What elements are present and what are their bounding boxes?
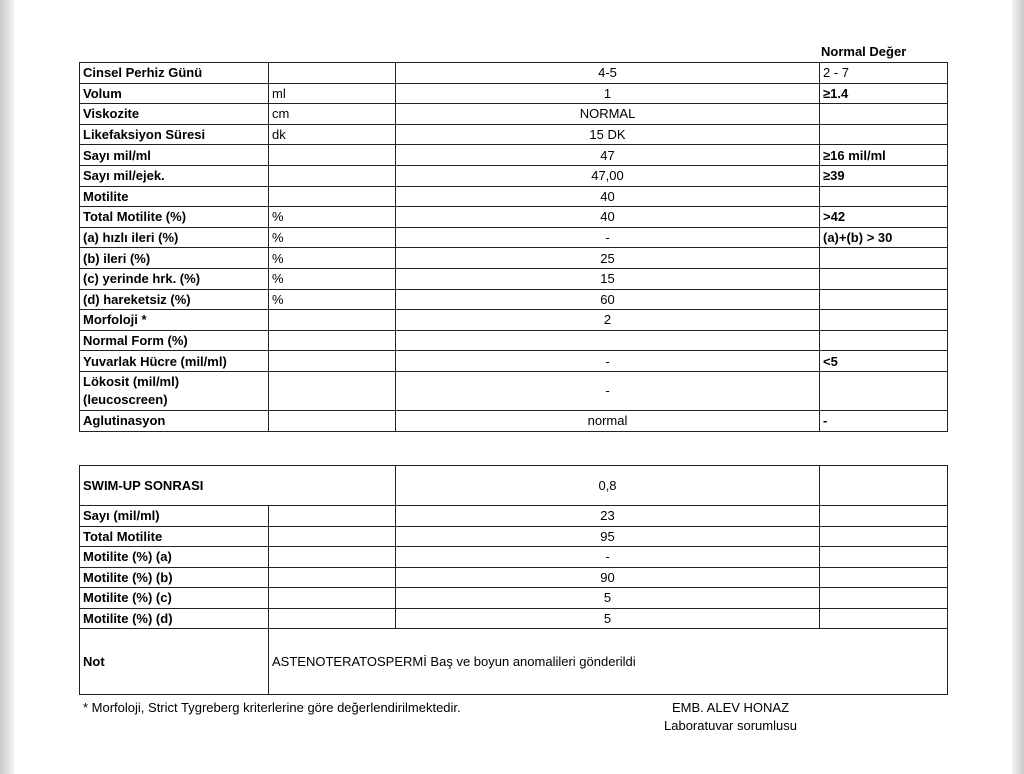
- result-value: -: [396, 371, 820, 410]
- swim-up-value: 95: [396, 526, 820, 547]
- result-row: [80, 63, 948, 84]
- result-normal-value: [820, 104, 948, 125]
- result-normal-value: [820, 248, 948, 269]
- swim-up-value: 23: [396, 506, 820, 527]
- note-row: [80, 629, 948, 695]
- result-row: [80, 165, 948, 186]
- result-unit: [269, 145, 396, 166]
- result-value: 1: [396, 83, 820, 104]
- page-edge-left: [0, 0, 14, 774]
- swim-up-unit: [269, 608, 396, 629]
- swim-up-label: Total Motilite: [80, 526, 269, 547]
- result-value: 15 DK: [396, 124, 820, 145]
- swim-up-row: [80, 608, 948, 629]
- result-normal-value: [820, 124, 948, 145]
- swim-up-unit: [269, 588, 396, 609]
- result-unit: [269, 410, 396, 431]
- result-row: [80, 351, 948, 372]
- result-row: [80, 145, 948, 166]
- result-label: [80, 371, 269, 410]
- swim-up-value: 5: [396, 588, 820, 609]
- result-normal-value: ≥1.4: [820, 83, 948, 104]
- result-row: [80, 310, 948, 331]
- semen-analysis-table: [79, 62, 948, 432]
- swim-up-title: SWIM-UP SONRASI: [80, 466, 396, 506]
- result-row: [80, 104, 948, 125]
- result-normal-value: [820, 310, 948, 331]
- result-normal-value: (a)+(b) > 30: [820, 227, 948, 248]
- result-row: [80, 186, 948, 207]
- result-value: 2: [396, 310, 820, 331]
- swim-up-value: -: [396, 547, 820, 568]
- signer-role: Laboratuvar sorumlusu: [664, 718, 797, 733]
- swim-up-row: [80, 547, 948, 568]
- result-value: 25: [396, 248, 820, 269]
- result-row: [80, 410, 948, 431]
- result-unit: [269, 351, 396, 372]
- page-edge-right: [1012, 0, 1024, 774]
- result-row: [80, 227, 948, 248]
- result-unit: %: [269, 227, 396, 248]
- result-unit: %: [269, 207, 396, 228]
- swim-up-label: Motilite (%) (c): [80, 588, 269, 609]
- result-unit: [269, 186, 396, 207]
- result-value: 15: [396, 268, 820, 289]
- swim-up-normal: [820, 608, 948, 629]
- result-label: (d) hareketsiz (%): [80, 289, 269, 310]
- result-label: Morfoloji *: [80, 310, 269, 331]
- result-unit: cm: [269, 104, 396, 125]
- morphology-footnote: * Morfoloji, Strict Tygreberg kriterlerine göre değerlendirilmektedir.: [83, 700, 461, 715]
- result-row: [80, 330, 948, 351]
- result-label: Total Motilite (%): [80, 207, 269, 228]
- swim-up-label: Motilite (%) (b): [80, 567, 269, 588]
- signer-name: EMB. ALEV HONAZ: [672, 700, 790, 715]
- note-label: Not: [80, 629, 269, 695]
- result-unit: [269, 330, 396, 351]
- swim-up-normal: [820, 547, 948, 568]
- result-label: Viskozite: [80, 104, 269, 125]
- result-label: Volum: [80, 83, 269, 104]
- result-value: NORMAL: [396, 104, 820, 125]
- swim-up-row: [80, 506, 948, 527]
- swim-up-unit: [269, 526, 396, 547]
- result-label: Likefaksiyon Süresi: [80, 124, 269, 145]
- result-unit: [269, 310, 396, 331]
- result-value: 60: [396, 289, 820, 310]
- result-row: [80, 83, 948, 104]
- swim-up-normal: [820, 506, 948, 527]
- normal-value-header: Normal Değer: [821, 44, 907, 59]
- result-unit: %: [269, 268, 396, 289]
- note-table: [79, 628, 948, 695]
- swim-up-unit: [269, 567, 396, 588]
- result-unit: dk: [269, 124, 396, 145]
- swim-up-label: Motilite (%) (a): [80, 547, 269, 568]
- result-normal-value: [820, 330, 948, 351]
- swim-up-row: [80, 588, 948, 609]
- result-label-line1: Lökosit (mil/ml): [83, 373, 180, 389]
- result-row: [80, 268, 948, 289]
- swim-up-normal: [820, 526, 948, 547]
- result-label: (a) hızlı ileri (%): [80, 227, 269, 248]
- swim-up-title-normal: [820, 466, 948, 506]
- swim-up-table: [79, 465, 948, 629]
- result-row: [80, 124, 948, 145]
- result-unit: ml: [269, 83, 396, 104]
- swim-up-unit: [269, 547, 396, 568]
- result-label: Motilite: [80, 186, 269, 207]
- result-value: normal: [396, 410, 820, 431]
- result-value: -: [396, 351, 820, 372]
- result-label: (c) yerinde hrk. (%): [80, 268, 269, 289]
- result-value: 4-5: [396, 63, 820, 84]
- result-normal-value: [820, 371, 948, 410]
- result-label: Aglutinasyon: [80, 410, 269, 431]
- result-unit: [269, 165, 396, 186]
- result-row: [80, 207, 948, 228]
- result-label: Yuvarlak Hücre (mil/ml): [80, 351, 269, 372]
- swim-up-value: 90: [396, 567, 820, 588]
- result-row: [80, 289, 948, 310]
- result-unit: [269, 63, 396, 84]
- swim-up-title-value: 0,8: [396, 466, 820, 506]
- result-normal-value: -: [820, 410, 948, 431]
- swim-up-normal: [820, 567, 948, 588]
- swim-up-unit: [269, 506, 396, 527]
- result-value: 47,00: [396, 165, 820, 186]
- result-value: 40: [396, 207, 820, 228]
- result-normal-value: [820, 268, 948, 289]
- result-normal-value: <5: [820, 351, 948, 372]
- note-text: ASTENOTERATOSPERMİ Baş ve boyun anomalileri gönderildi: [269, 629, 948, 695]
- result-unit: %: [269, 289, 396, 310]
- result-normal-value: [820, 186, 948, 207]
- result-value: 40: [396, 186, 820, 207]
- result-label: (b) ileri (%): [80, 248, 269, 269]
- swim-up-normal: [820, 588, 948, 609]
- swim-up-row: [80, 567, 948, 588]
- result-value: [396, 330, 820, 351]
- result-unit: %: [269, 248, 396, 269]
- result-normal-value: [820, 289, 948, 310]
- result-unit: [269, 371, 396, 410]
- result-label: Sayı mil/ejek.: [80, 165, 269, 186]
- result-label: Sayı mil/ml: [80, 145, 269, 166]
- result-normal-value: >42: [820, 207, 948, 228]
- result-value: -: [396, 227, 820, 248]
- result-normal-value: ≥39: [820, 165, 948, 186]
- swim-up-row: [80, 526, 948, 547]
- result-label: Normal Form (%): [80, 330, 269, 351]
- swim-up-label: Sayı (mil/ml): [80, 506, 269, 527]
- result-label: Cinsel Perhiz Günü: [80, 63, 269, 84]
- result-normal-value: ≥16 mil/ml: [820, 145, 948, 166]
- result-normal-value: 2 - 7: [820, 63, 948, 84]
- result-label-line2: (leucoscreen): [83, 391, 168, 407]
- swim-up-label: Motilite (%) (d): [80, 608, 269, 629]
- result-value: 47: [396, 145, 820, 166]
- result-row: [80, 248, 948, 269]
- swim-up-value: 5: [396, 608, 820, 629]
- swim-up-title-row: [80, 466, 948, 506]
- result-row: [80, 371, 948, 410]
